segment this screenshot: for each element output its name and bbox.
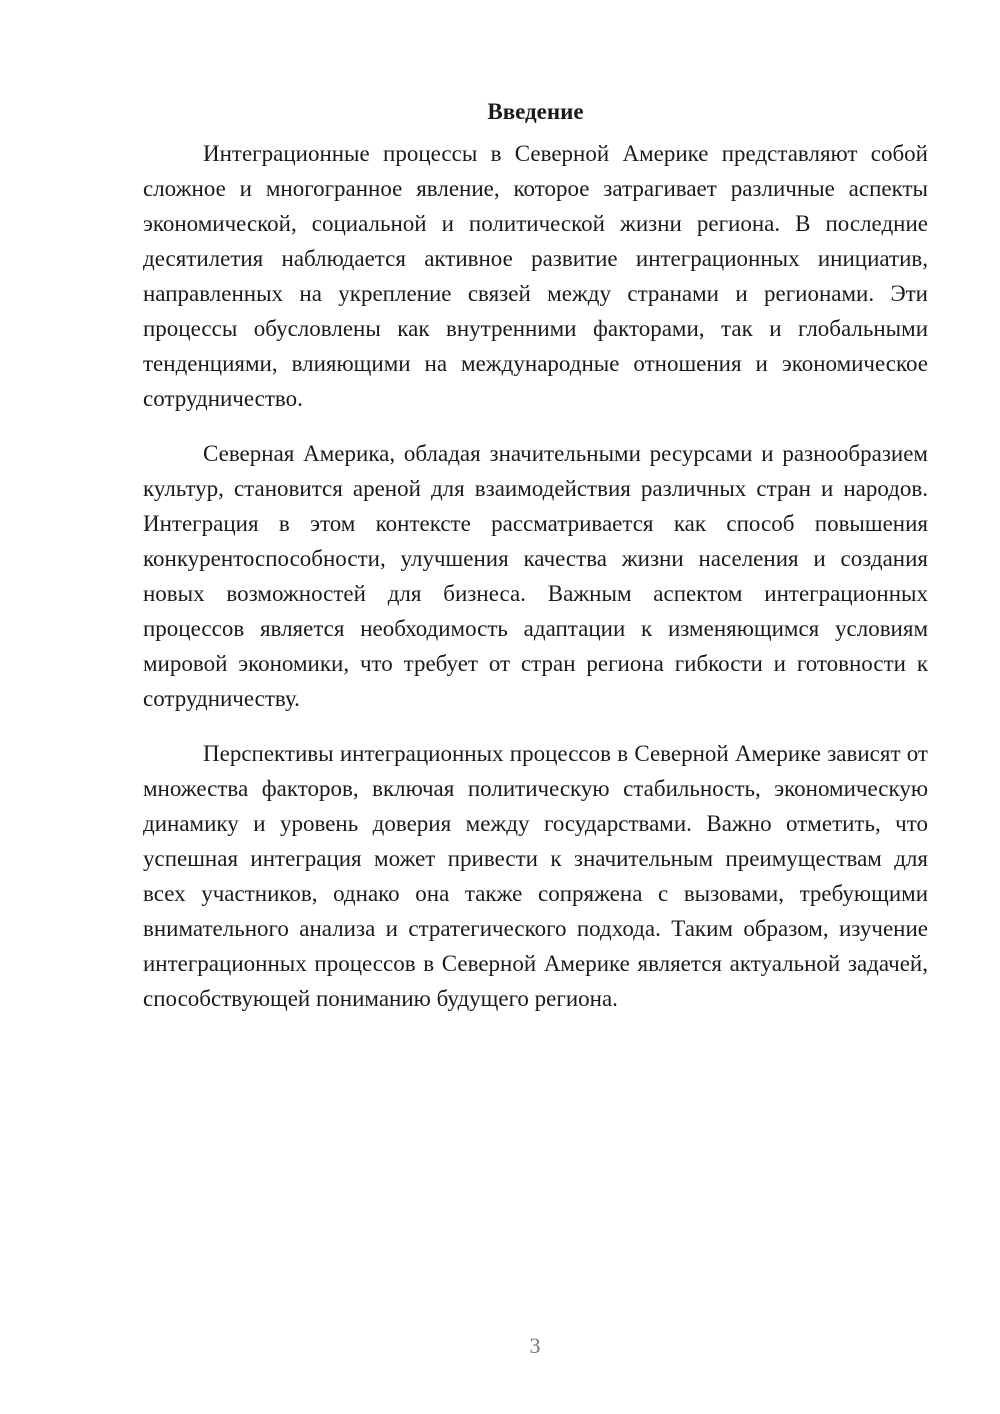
document-body xyxy=(143,98,928,1036)
section-title: Введение xyxy=(487,99,584,124)
paragraph-1: Интеграционные процессы в Северной Америке представляют собой сложное и многогранное явление, которое затрагивает различные аспекты экономической, социальной и политической жизни региона. В последние десятилетия наблюдается активное развитие интеграционных инициатив, направленных на укрепление связей между странами и регионами. Эти процессы обусловлены как внутренними факторами, так и глобальными тенденциями, влияющими на международные отношения и экономическое сотрудничество. xyxy=(143,141,928,411)
page-number: 3 xyxy=(529,1333,541,1358)
paragraph-3: Перспективы интеграционных процессов в Северной Америке зависят от множества факторов, включая политическую стабильность, экономическую динамику и уровень доверия между государствами. Важно отметить, что успешная интеграция может привести к значительным преимуществам для всех участников, однако она также сопряжена с вызовами, требующими внимательного анализа и стратегического подхода. Таким образом, изучение интеграционных процессов в Северной Америке является актуальной задачей, способствующей пониманию будущего региона. xyxy=(143,741,928,1011)
paragraph-2: Северная Америка, обладая значительными ресурсами и разнообразием культур, становится ареной для взаимодействия различных стран и народов. Интеграция в этом контексте рассматривается как способ повышения конкурентоспособности, улучшения качества жизни населения и создания новых возможностей для бизнеса. Важным аспектом интеграционных процессов является необходимость адаптации к изменяющимся условиям мировой экономики, что требует от стран региона гибкости и готовности к сотрудничеству. xyxy=(143,441,928,711)
